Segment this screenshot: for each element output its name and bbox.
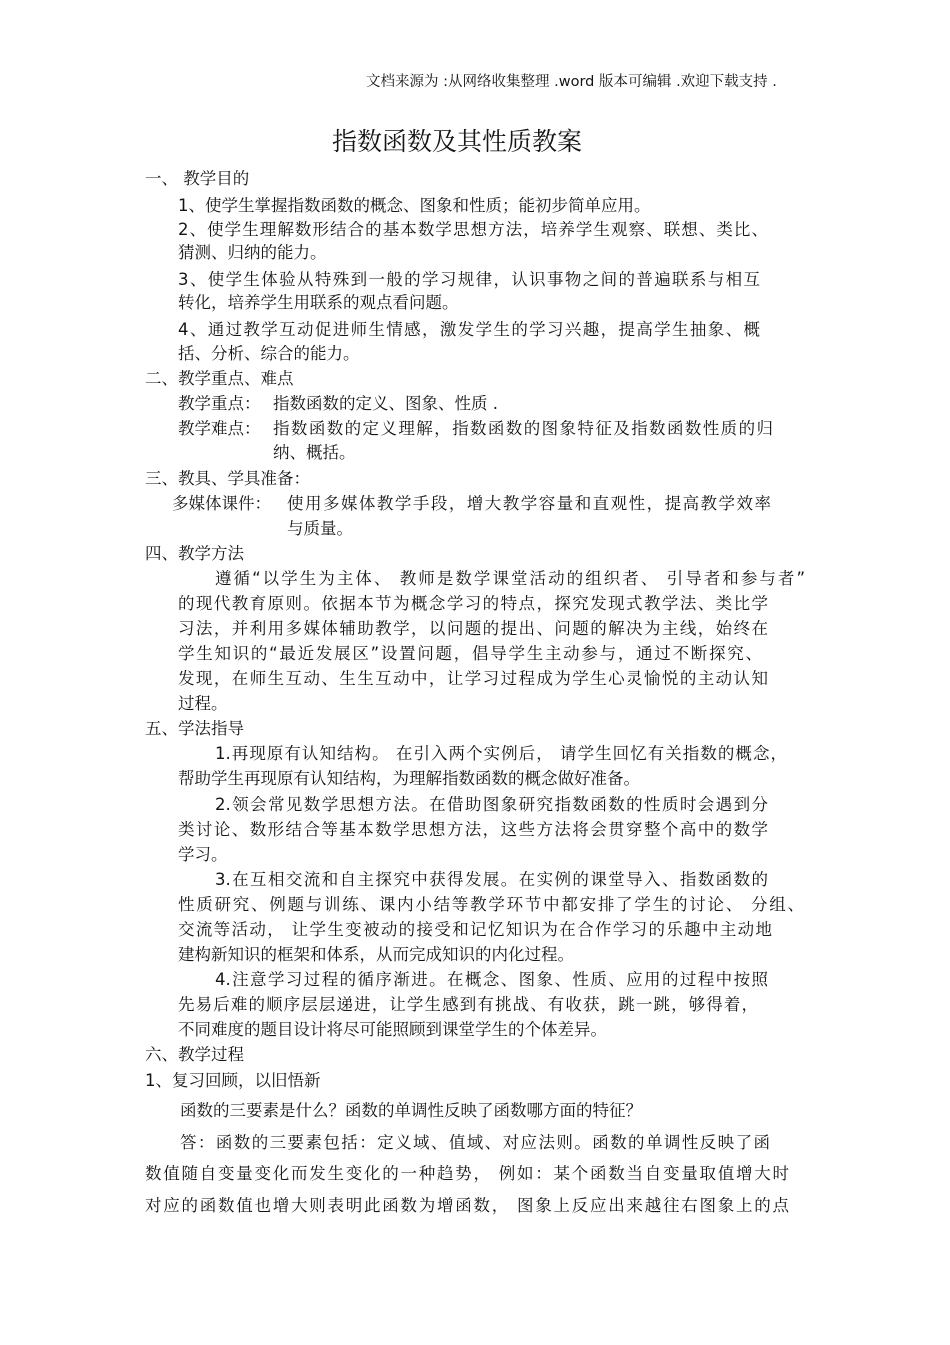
difficulty-text: 纳、概括。 [273,443,356,462]
materials-text: 与质量。 [287,519,353,538]
section-heading-methods: 四、教学方法 [145,544,244,563]
methods-line: 发现，在师生互动、生生互动中，让学习过程成为学生心灵愉悦的主动认知 [178,669,768,688]
review-question: 函数的三要素是什么？函数的单调性反映了函数哪方面的特征？ [180,1101,642,1120]
section-heading-objectives: 一、 教学目的 [145,169,250,188]
objective-line: 1、使学生掌握指数函数的概念、图象和性质；能初步简单应用。 [178,196,651,215]
objective-line: 猜测、归纳的能力。 [178,243,327,262]
methods-line: 过程。 [178,694,228,713]
objective-line: 4、通过教学互动促进师生情感，激发学生的学习兴趣，提高学生抽象、概 [178,320,760,339]
study-guide-line: 交流等活动， 让学生变被动的接受和记忆知识为在合作学习的乐趣中主动地 [178,920,772,939]
study-guide-line: 类讨论、数形结合等基本数学思想方法，这些方法将会贯穿整个高中的数学 [178,820,768,839]
methods-line: 习法，并利用多媒体辅助教学，以问题的提出、问题的解决为主线，始终在 [178,619,768,638]
study-guide-line: 1.再现原有认知结构。 在引入两个实例后， 请学生回忆有关指数的概念， [215,744,787,763]
section-heading-materials: 三、教具、学具准备： [145,469,310,488]
materials-text: 使用多媒体教学手段，增大教学容量和直观性，提高教学效率 [287,494,771,513]
study-guide-line: 3.在互相交流和自主探究中获得发展。在实例的课堂导入、指数函数的 [215,870,768,889]
review-answer-line: 对应的函数值也增大则表明此函数为增函数， 图象上反应出来越往右图象上的点 [145,1196,789,1215]
study-guide-line: 性质研究、例题与训练、课内小结等教学环节中都安排了学生的讨论、 分组、 [178,895,804,914]
study-guide-line: 2.领会常见数学思想方法。在借助图象研究指数函数的性质时会遇到分 [215,795,768,814]
study-guide-line: 建构新知识的框架和体系，从而完成知识的内化过程。 [178,945,574,964]
study-guide-line: 4.注意学习过程的循序渐进。在概念、图象、性质、应用的过程中按照 [215,970,768,989]
section-heading-study-guide: 五、学法指导 [145,719,244,738]
source-note: 文档来源为 :从网络收集整理 .word 版本可编辑 .欢迎下载支持 . [366,74,777,90]
section-heading-process: 六、教学过程 [145,1045,244,1064]
difficulty-label: 教学难点： [178,419,261,438]
methods-line: 遵循“以学生为主体、 教师是数学课堂活动的组织者、 引导者和参与者” [215,569,805,588]
review-answer-line: 答：函数的三要素包括：定义域、值域、对应法则。函数的单调性反映了函 [180,1133,770,1152]
study-guide-line: 帮助学生再现原有认知结构，为理解指数函数的概念做好准备。 [178,769,640,788]
key-point-text: 指数函数的定义、图象、性质 . [273,394,498,413]
section-heading-key-points: 二、教学重点、难点 [145,369,294,388]
study-guide-line: 学习。 [178,845,228,864]
study-guide-line: 先易后难的顺序层层递进，让学生感到有挑战、有收获，跳一跳，够得着， [178,995,758,1014]
methods-line: 学生知识的“最近发展区”设置问题，倡导学生主动参与，通过不断探究、 [178,644,762,663]
objective-line: 转化，培养学生用联系的观点看问题。 [178,293,459,312]
subsection-heading: 1、复习回顾，以旧悟新 [145,1071,321,1090]
key-point-label: 教学重点： [178,394,261,413]
materials-label: 多媒体课件： [172,494,271,513]
methods-line: 的现代教育原则。依据本节为概念学习的特点，探究发现式教学法、类比学 [178,594,768,613]
review-answer-line: 数值随自变量变化而发生变化的一种趋势， 例如：某个函数当自变量取值增大时 [145,1164,789,1183]
document-title: 指数函数及其性质教案 [332,127,583,156]
objective-line: 括、分析、综合的能力。 [178,344,360,363]
difficulty-text: 指数函数的定义理解，指数函数的图象特征及指数函数性质的归 [273,419,773,438]
objective-line: 3、使学生体验从特殊到一般的学习规律，认识事物之间的普遍联系与相互 [178,270,760,289]
study-guide-line: 不同难度的题目设计将尽可能照顾到课堂学生的个体差异。 [178,1020,607,1039]
objective-line: 2、使学生理解数形结合的基本数学思想方法，培养学生观察、联想、类比、 [178,220,768,239]
